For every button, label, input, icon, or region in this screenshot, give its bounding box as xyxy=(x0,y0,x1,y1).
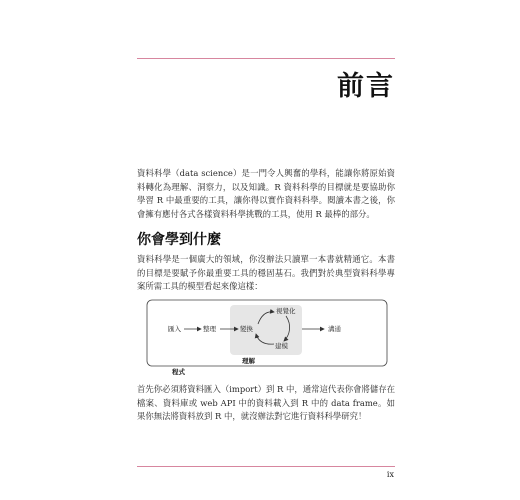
top-rule xyxy=(137,58,395,59)
understand-label: 理解 xyxy=(242,357,255,365)
after-diagram-paragraph: 首先你必須將資料匯入（import）到 R 中，通常這代表你會將儲存在檔案、資料庫或 web API 中的資料載入到 R 中的 data frame。如果你無法將資料放到 R 中，就沒辦法對它進行資料科學研究！ xyxy=(137,384,395,422)
node-tidy: 整理 xyxy=(203,325,216,333)
data-science-workflow-diagram xyxy=(146,299,388,375)
chapter-title: 前言 xyxy=(337,71,395,102)
node-model: 建模 xyxy=(275,342,288,350)
node-visualise: 視覺化 xyxy=(276,307,296,315)
intro-paragraph: 資料科學（data science）是一門令人興奮的學科，能讓你將原始資料轉化為理解、洞察力，以及知識。R 資料科學的目標就是要協助你學習 R 中最重要的工具，讓你得以實作資料科學。閱讀本書之後，你會擁有應付各式各樣資料科學挑戰的工具，使用 R 最棒的部分。 xyxy=(137,168,395,219)
section-paragraph: 資料科學是一個廣大的領域，你沒辦法只讀單一本書就精通它。本書的目標是要賦予你最重要工具的穩固基石。我們對於典型資料科學專案所需工具的模型看起來像這樣： xyxy=(137,254,395,292)
section-heading: 你會學到什麼 xyxy=(137,232,221,248)
node-import: 匯入 xyxy=(168,325,181,333)
program-label: 程式 xyxy=(172,368,185,375)
page-number: ix xyxy=(386,470,394,479)
node-transform: 變換 xyxy=(240,325,253,333)
node-communicate: 溝通 xyxy=(328,325,341,333)
bottom-rule xyxy=(137,466,395,467)
